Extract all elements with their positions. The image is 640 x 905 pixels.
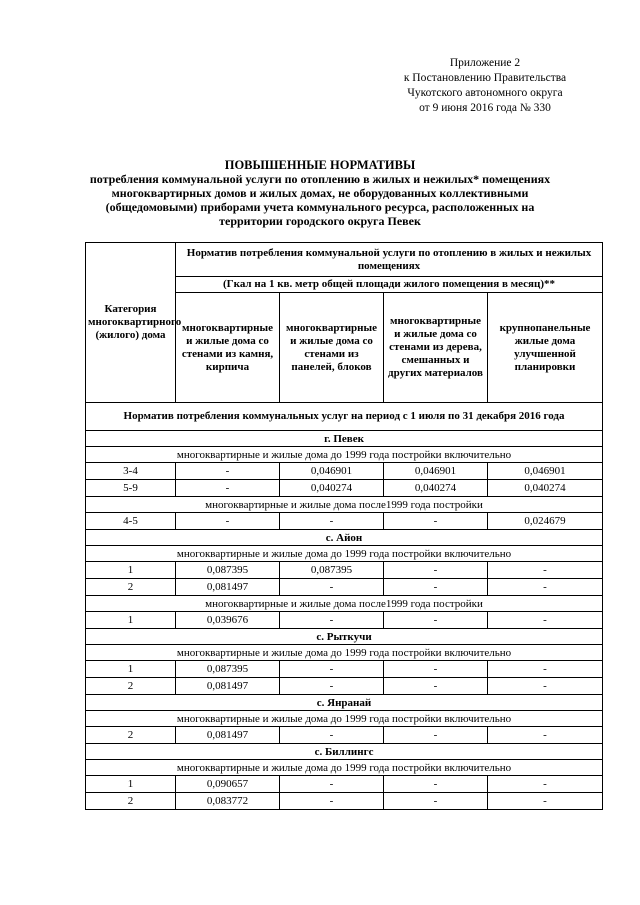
group-label-row: многоквартирные и жилые дома до 1999 года постройки включительно: [86, 447, 603, 463]
group-label-row: многоквартирные и жилые дома после1999 года постройки: [86, 596, 603, 612]
group-label-row: многоквартирные и жилые дома до 1999 года постройки включительно: [86, 645, 603, 661]
city-row: г. Певек: [86, 431, 603, 447]
value-cell: -: [176, 480, 280, 497]
value-cell: -: [384, 579, 488, 596]
value-cell: 0,046901: [384, 463, 488, 480]
table-row: [86, 579, 603, 596]
appendix-line: Приложение 2: [449, 57, 521, 69]
value-cell: -: [280, 678, 384, 695]
group-label-row: многоквартирные и жилые дома до 1999 года постройки включительно: [86, 711, 603, 727]
value-cell: 0,083772: [176, 793, 280, 810]
table-row: [86, 612, 603, 629]
value-cell: -: [384, 562, 488, 579]
table-row: [86, 661, 603, 678]
floors-cell: 2: [86, 678, 176, 695]
table-row: [86, 480, 603, 497]
floors-cell: 3-4: [86, 463, 176, 480]
value-cell: -: [280, 612, 384, 629]
value-cell: 0,081497: [176, 579, 280, 596]
document-title: [80, 158, 560, 228]
city-row: с. Рыткучи: [86, 629, 603, 645]
appendix-line: к Постановлению Правительства: [403, 72, 567, 84]
value-cell: -: [176, 463, 280, 480]
city-row: с. Биллингс: [86, 744, 603, 760]
appendix-line: Чукотского автономного округа: [407, 87, 563, 99]
value-cell: 0,081497: [176, 678, 280, 695]
norms-table: [85, 242, 603, 810]
norm-header: Норматив потребления коммунальной услуги по отоплению в жилых и нежилых помещениях: [176, 243, 603, 277]
table-row: [86, 562, 603, 579]
group-label-row: многоквартирные и жилые дома до 1999 года постройки включительно: [86, 546, 603, 562]
value-cell: -: [488, 562, 603, 579]
floors-cell: 2: [86, 793, 176, 810]
group-label-row: многоквартирные и жилые дома до 1999 года постройки включительно: [86, 760, 603, 776]
value-cell: -: [384, 513, 488, 530]
value-cell: -: [488, 727, 603, 744]
value-cell: -: [280, 727, 384, 744]
value-cell: 0,024679: [488, 513, 603, 530]
table-row: [86, 727, 603, 744]
city-row: с. Янранай: [86, 695, 603, 711]
col-header-brick: многоквартирные и жилые дома со стенами из камня, кирпича: [176, 293, 280, 403]
floors-cell: 1: [86, 661, 176, 678]
value-cell: -: [488, 612, 603, 629]
value-cell: 0,081497: [176, 727, 280, 744]
value-cell: 0,087395: [176, 661, 280, 678]
table-row: [86, 793, 603, 810]
value-cell: -: [280, 793, 384, 810]
value-cell: -: [384, 776, 488, 793]
floors-cell: 1: [86, 562, 176, 579]
group-label-row: многоквартирные и жилые дома после1999 года постройки: [86, 497, 603, 513]
col-header-panel: многоквартирные и жилые дома со стенами из панелей, блоков: [280, 293, 384, 403]
value-cell: -: [384, 661, 488, 678]
title-line: потребления коммунальной услуги по отоплению в жилых и нежилых* помещениях: [89, 172, 551, 186]
value-cell: -: [488, 793, 603, 810]
table-row: [86, 463, 603, 480]
value-cell: -: [488, 678, 603, 695]
value-cell: -: [488, 776, 603, 793]
floors-cell: 2: [86, 727, 176, 744]
value-cell: 0,040274: [384, 480, 488, 497]
value-cell: 0,090657: [176, 776, 280, 793]
table-row: [86, 776, 603, 793]
category-header: Категория многоквартирного (жилого) дома: [86, 243, 176, 403]
table-row: [86, 513, 603, 530]
period-row: Норматив потребления коммунальных услуг на период с 1 июля по 31 декабря 2016 года: [86, 403, 603, 431]
value-cell: 0,040274: [280, 480, 384, 497]
unit-header: (Гкал на 1 кв. метр общей площади жилого помещения в месяц)**: [176, 277, 603, 293]
floors-cell: 1: [86, 776, 176, 793]
value-cell: 0,087395: [280, 562, 384, 579]
table-row: [86, 678, 603, 695]
value-cell: 0,046901: [280, 463, 384, 480]
appendix-block: [360, 56, 610, 116]
value-cell: -: [384, 793, 488, 810]
title-line: территории городского округа Певек: [219, 214, 421, 228]
col-header-wood: многоквартирные и жилые дома со стенами из дерева, смешанных и других материалов: [384, 293, 488, 403]
value-cell: -: [280, 579, 384, 596]
city-row: с. Айон: [86, 530, 603, 546]
value-cell: -: [176, 513, 280, 530]
appendix-line: от 9 июня 2016 года № 330: [419, 102, 551, 114]
value-cell: -: [280, 661, 384, 678]
value-cell: -: [488, 579, 603, 596]
floors-cell: 2: [86, 579, 176, 596]
title-line: многоквартирных домов и жилых домах, не оборудованных коллективными: [111, 186, 529, 200]
value-cell: 0,087395: [176, 562, 280, 579]
value-cell: -: [384, 678, 488, 695]
value-cell: -: [384, 612, 488, 629]
title-line: (общедомовыми) приборами учета коммунального ресурса, расположенных на: [105, 200, 535, 214]
value-cell: 0,040274: [488, 480, 603, 497]
value-cell: -: [384, 727, 488, 744]
value-cell: 0,046901: [488, 463, 603, 480]
value-cell: 0,039676: [176, 612, 280, 629]
value-cell: -: [488, 661, 603, 678]
norms-table-body: [86, 243, 603, 810]
col-header-large-panel: крупнопанельные жилые дома улучшенной планировки: [488, 293, 603, 403]
floors-cell: 4-5: [86, 513, 176, 530]
floors-cell: 1: [86, 612, 176, 629]
title-heading: ПОВЫШЕННЫЕ НОРМАТИВЫ: [224, 158, 416, 172]
value-cell: -: [280, 513, 384, 530]
floors-cell: 5-9: [86, 480, 176, 497]
value-cell: -: [280, 776, 384, 793]
